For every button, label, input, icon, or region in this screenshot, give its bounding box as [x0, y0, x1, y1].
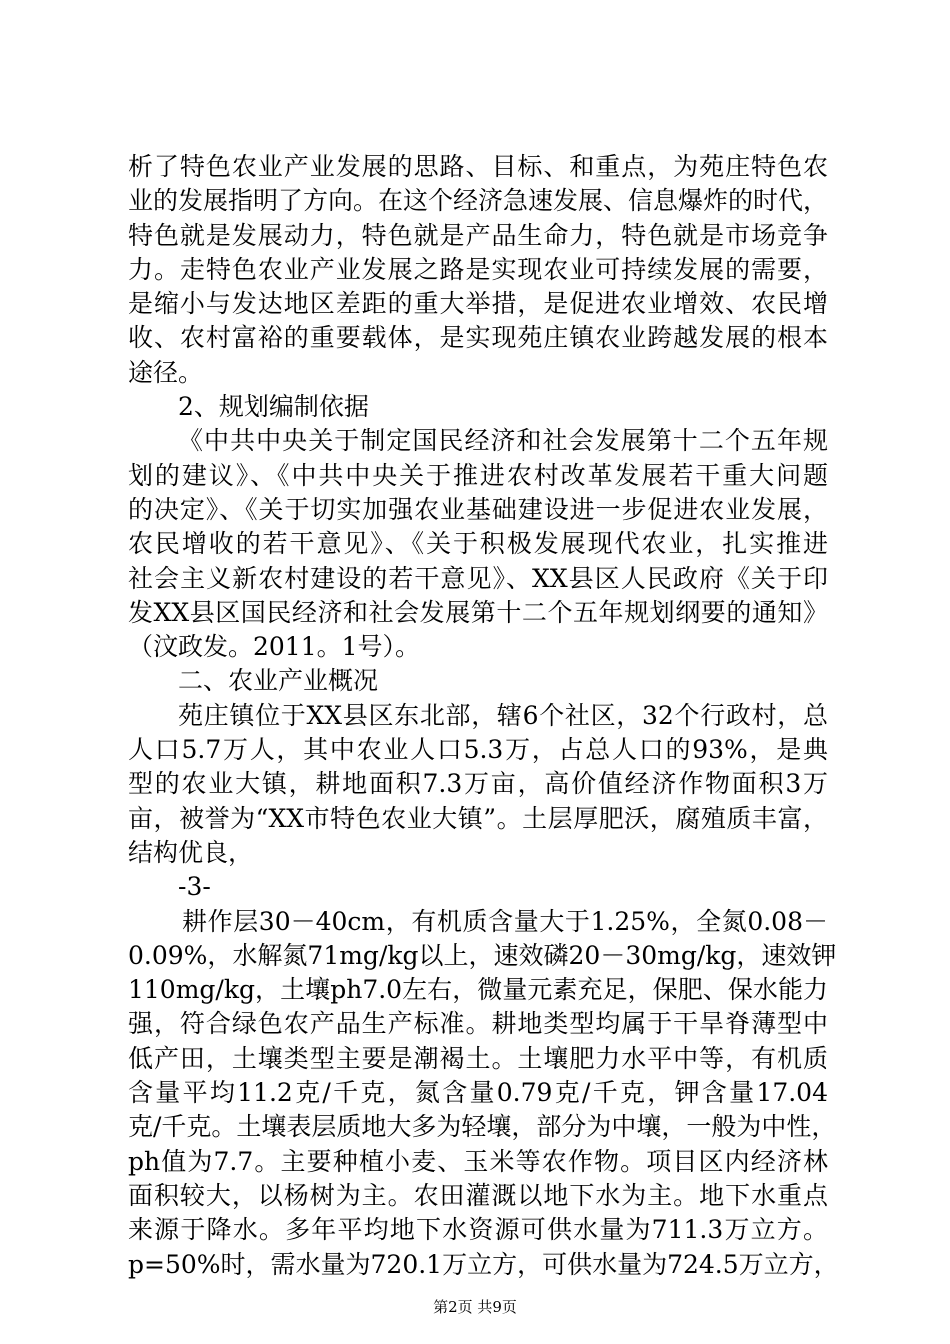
text-line: 是缩小与发达地区差距的重大举措，是促进农业增效、农民增	[128, 289, 828, 319]
text-line: p=50%时，需水量为720.1万立方，可供水量为724.5万立方，	[128, 1249, 839, 1279]
text-line: 0.09%，水解氮71mg/kg以上，速效磷20－30mg/kg，速效钾	[128, 940, 837, 970]
text-line: 社会主义新农村建设的若干意见》、XX县区人民政府《关于印	[128, 563, 828, 593]
text-line: 业的发展指明了方向。在这个经济急速发展、信息爆炸的时代，	[128, 186, 829, 216]
text-line: 含量平均11.2克/千克，氮含量0.79克/千克，钾含量17.04	[128, 1078, 828, 1108]
text-line: 的决定》、《关于切实加强农业基础建设进一步促进农业发展，	[128, 494, 828, 524]
text-line: 强，符合绿色农产品生产标准。耕地类型均属于干旱脊薄型中	[128, 1009, 828, 1039]
document-body	[128, 150, 839, 1282]
text-line: 《中共中央关于制定国民经济和社会发展第十二个五年规	[178, 426, 828, 456]
text-line: 低产田，土壤类型主要是潮褐土。土壤肥力水平中等，有机质	[128, 1043, 828, 1073]
text-line: 耕作层30－40cm，有机质含量大于1.25%，全氮0.08－	[182, 906, 828, 936]
text-line: 途径。	[128, 357, 204, 387]
section-heading: 二、农业产业概况	[178, 666, 379, 696]
text-line: （汶政发。2011。1号）。	[128, 632, 421, 662]
text-line: 亩，被誉为“XX市特色农业大镇”。土层厚肥沃，腐殖质丰富，	[128, 803, 828, 833]
text-line: ph值为7.7。主要种植小麦、玉米等农作物。项目区内经济林	[128, 1146, 828, 1176]
section-heading: 2、规划编制依据	[178, 392, 369, 422]
text-line: 110mg/kg，土壤ph7.0左右，微量元素充足，保肥、保水能力	[128, 975, 828, 1005]
text-line: 析了特色农业产业发展的思路、目标、和重点，为苑庄特色农	[128, 152, 828, 181]
text-line: 苑庄镇位于XX县区东北部，辖6个社区，32个行政村，总	[178, 700, 828, 730]
page-number: 第2页 共9页	[433, 1298, 517, 1316]
text-line: 来源于降水。多年平均地下水资源可供水量为711.3万立方。	[128, 1215, 828, 1245]
text-line: 面积较大，以杨树为主。农田灌溉以地下水为主。地下水重点	[128, 1180, 828, 1210]
page-footer	[0, 1297, 950, 1317]
text-line: 农民增收的若干意见》、《关于积极发展现代农业，扎实推进	[128, 529, 828, 559]
text-line: 划的建议》、《中共中央关于推进农村改革发展若干重大问题	[128, 460, 828, 490]
text-line: 克/千克。土壤表层质地大多为轻壤，部分为中壤，一般为中性，	[128, 1112, 837, 1142]
page-marker: -3-	[178, 872, 211, 902]
text-line: 特色就是发展动力，特色就是产品生命力，特色就是市场竞争	[128, 220, 828, 250]
text-line: 力。走特色农业产业发展之路是实现农业可持续发展的需要，	[128, 254, 828, 284]
text-line: 收、农村富裕的重要载体，是实现苑庄镇农业跨越发展的根本	[128, 323, 828, 353]
text-line: 型的农业大镇，耕地面积7.3万亩，高价值经济作物面积3万	[128, 769, 828, 799]
text-line: 发XX县区国民经济和社会发展第十二个五年规划纲要的通知》	[128, 597, 828, 627]
text-line: 结构优良，	[128, 837, 254, 867]
text-line: 人口5.7万人，其中农业人口5.3万，占总人口的93%，是典	[128, 735, 828, 765]
